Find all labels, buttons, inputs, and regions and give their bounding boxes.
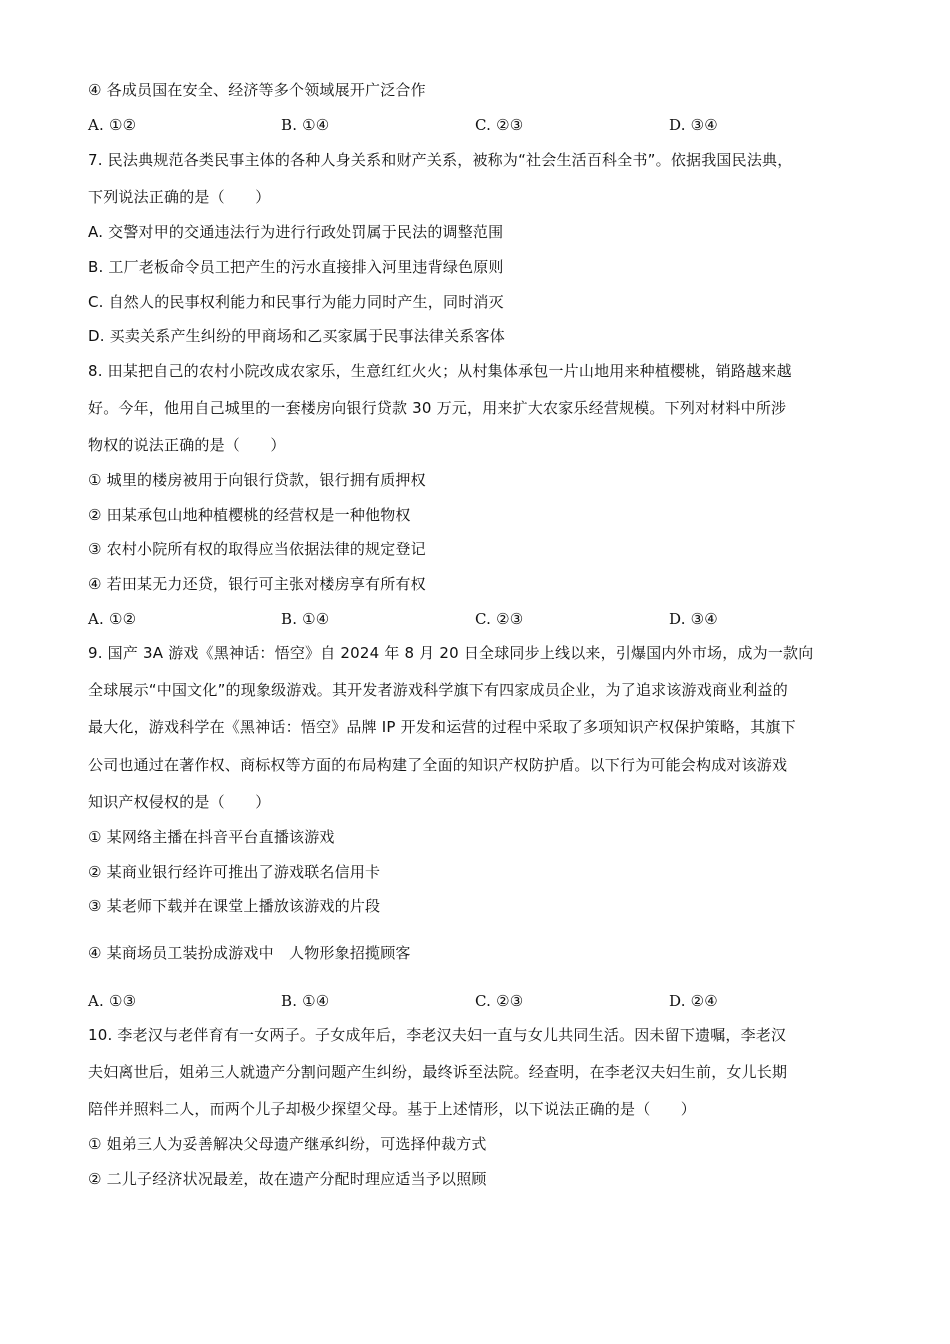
q9-stem-line-5: 知识产权侵权的是（ ） bbox=[88, 793, 271, 811]
q6-option-c: C. ②③ bbox=[475, 116, 524, 134]
q7-choice-d: D. 买卖关系产生纠纷的甲商场和乙买家属于民事法律关系客体 bbox=[88, 327, 505, 345]
q7-stem-line-1: 7. 民法典规范各类民事主体的各种人身关系和财产关系，被称为“社会生活百科全书”。依据我国民法典， bbox=[88, 151, 793, 169]
q9-option-c: C. ②③ bbox=[475, 992, 524, 1010]
q10-stem-line-2: 夫妇离世后，姐弟三人就遗产分割问题产生纠纷，最终诉至法院。经查明，在李老汉夫妇生前，女儿长期 bbox=[88, 1063, 788, 1081]
q9-option-b: B. ①④ bbox=[281, 992, 330, 1010]
q6-item-4: ④ 各成员国在安全、经济等多个领域展开广泛合作 bbox=[88, 81, 426, 99]
q8-item-3: ③ 农村小院所有权的取得应当依据法律的规定登记 bbox=[88, 540, 426, 558]
q6-option-a: A. ①② bbox=[88, 116, 137, 134]
q9-item-1: ① 某网络主播在抖音平台直播该游戏 bbox=[88, 828, 335, 846]
q9-item-2: ② 某商业银行经许可推出了游戏联名信用卡 bbox=[88, 863, 381, 881]
q8-item-1: ① 城里的楼房被用于向银行贷款，银行拥有质押权 bbox=[88, 471, 426, 489]
q9-item-4: ④ 某商场员工装扮成游戏中 人物形象招揽顾客 bbox=[88, 944, 411, 962]
q8-option-b: B. ①④ bbox=[281, 610, 330, 628]
q8-option-d: D. ③④ bbox=[669, 610, 718, 628]
q6-option-d: D. ③④ bbox=[669, 116, 718, 134]
q8-item-4: ④ 若田某无力还贷，银行可主张对楼房享有所有权 bbox=[88, 575, 426, 593]
q10-stem-line-1: 10. 李老汉与老伴育有一女两子。子女成年后，李老汉夫妇一直与女儿共同生活。因未留下遗嘱，李老汉 bbox=[88, 1026, 787, 1044]
q10-item-1: ① 姐弟三人为妥善解决父母遗产继承纠纷，可选择仲裁方式 bbox=[88, 1135, 487, 1153]
q8-stem-line-1: 8. 田某把自己的农村小院改成农家乐，生意红红火火；从村集体承包一片山地用来种植樱桃，销路越来越 bbox=[88, 362, 792, 380]
q9-stem-line-2: 全球展示“中国文化”的现象级游戏。其开发者游戏科学旗下有四家成员企业，为了追求该游戏商业利益的 bbox=[88, 681, 788, 699]
q6-option-b: B. ①④ bbox=[281, 116, 330, 134]
q8-option-c: C. ②③ bbox=[475, 610, 524, 628]
q9-stem-line-1: 9. 国产 3A 游戏《黑神话：悟空》自 2024 年 8 月 20 日全球同步上线以来，引爆国内外市场，成为一款向 bbox=[88, 644, 814, 662]
q7-stem-line-2: 下列说法正确的是（ ） bbox=[88, 188, 271, 206]
q8-item-2: ② 田某承包山地种植樱桃的经营权是一种他物权 bbox=[88, 506, 411, 524]
q9-stem-line-4: 公司也通过在著作权、商标权等方面的布局构建了全面的知识产权防护盾。以下行为可能会构成对该游戏 bbox=[88, 756, 788, 774]
q8-stem-line-2: 好。今年，他用自己城里的一套楼房向银行贷款 30 万元，用来扩大农家乐经营规模。下列对材料中所涉 bbox=[88, 399, 787, 417]
q9-option-a: A. ①③ bbox=[88, 992, 137, 1010]
q7-choice-b: B. 工厂老板命令员工把产生的污水直接排入河里违背绿色原则 bbox=[88, 258, 504, 276]
q10-item-2: ② 二儿子经济状况最差，故在遗产分配时理应适当予以照顾 bbox=[88, 1170, 487, 1188]
q10-stem-line-3: 陪伴并照料二人，而两个儿子却极少探望父母。基于上述情形，以下说法正确的是（ ） bbox=[88, 1100, 697, 1118]
q8-option-a: A. ①② bbox=[88, 610, 137, 628]
q9-item-3: ③ 某老师下载并在课堂上播放该游戏的片段 bbox=[88, 897, 381, 915]
q9-option-d: D. ②④ bbox=[669, 992, 718, 1010]
q8-stem-line-3: 物权的说法正确的是（ ） bbox=[88, 436, 286, 454]
q7-choice-c: C. 自然人的民事权利能力和民事行为能力同时产生，同时消灭 bbox=[88, 293, 504, 311]
q7-choice-a: A. 交警对甲的交通违法行为进行行政处罚属于民法的调整范围 bbox=[88, 223, 504, 241]
q9-stem-line-3: 最大化，游戏科学在《黑神话：悟空》品牌 IP 开发和运营的过程中采取了多项知识产权保护策略，其旗下 bbox=[88, 718, 796, 736]
